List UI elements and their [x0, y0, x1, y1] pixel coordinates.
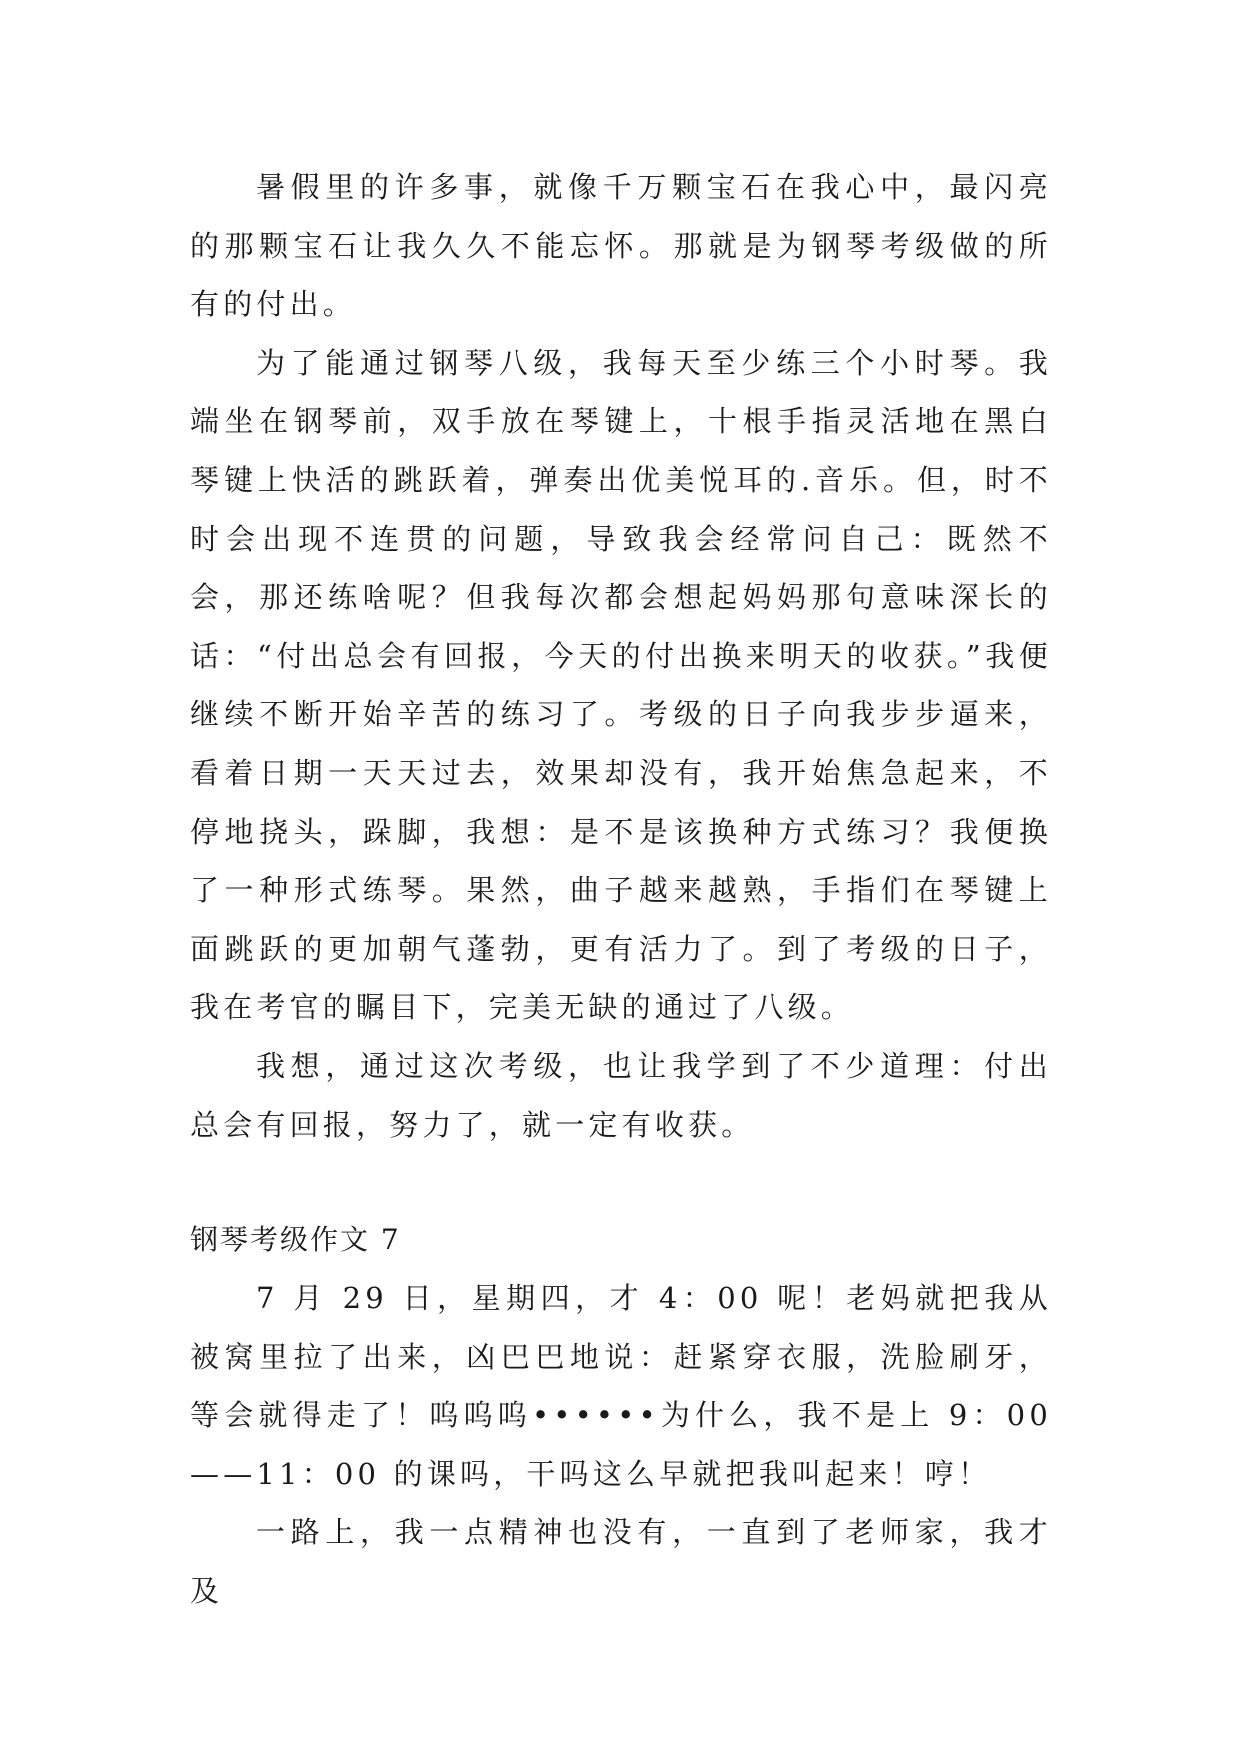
paragraph-morning: 7 月 29 日，星期四，才 4：00 呢！老妈就把我从被窝里拉了出来，凶巴巴地说：赶紧穿衣服，洗脸刷牙，等会就得走了！呜呜呜••••••为什么，我不是上 9：00——11：00 的课吗，干吗这么早就把我叫起来！哼！ [190, 1281, 1052, 1491]
paragraph-practice: 为了能通过钢琴八级，我每天至少练三个小时琴。我端坐在钢琴前，双手放在琴键上，十根手指灵活地在黑白琴键上快活的跳跃着，弹奏出优美悦耳的.音乐。但，时不时会出现不连贯的问题，导致我会经常问自己：既然不会，那还练啥呢？但我每次都会想起妈妈那句意味深长的话：“付出总会有回报，今天的付出换来明天的收获。”我便继续不断开始辛苦的练习了。考级的日子向我步步逼来，看着日期一天天过去，效果却没有，我开始焦急起来，不停地挠头，跺脚，我想：是不是该换种方式练习？我便换了一种形式练琴。果然，曲子越来越熟，手指们在琴键上面跳跃的更加朝气蓬勃，更有活力了。到了考级的日子，我在考官的瞩目下，完美无缺的通过了八级。 [190, 345, 1052, 1025]
paragraph-lesson: 我想，通过这次考级，也让我学到了不少道理：付出总会有回报，努力了，就一定有收获。 [190, 1048, 1052, 1142]
section-title: 钢琴考级作文 7 [190, 1223, 401, 1257]
paragraph-journey: 一路上，我一点精神也没有，一直到了老师家，我才及 [190, 1515, 1052, 1609]
paragraph-gems: 暑假里的许多事，就像千万颗宝石在我心中，最闪亮的那颗宝石让我久久不能忘怀。那就是为钢琴考级做的所有的付出。 [190, 170, 1052, 322]
document-body [190, 158, 1052, 1621]
